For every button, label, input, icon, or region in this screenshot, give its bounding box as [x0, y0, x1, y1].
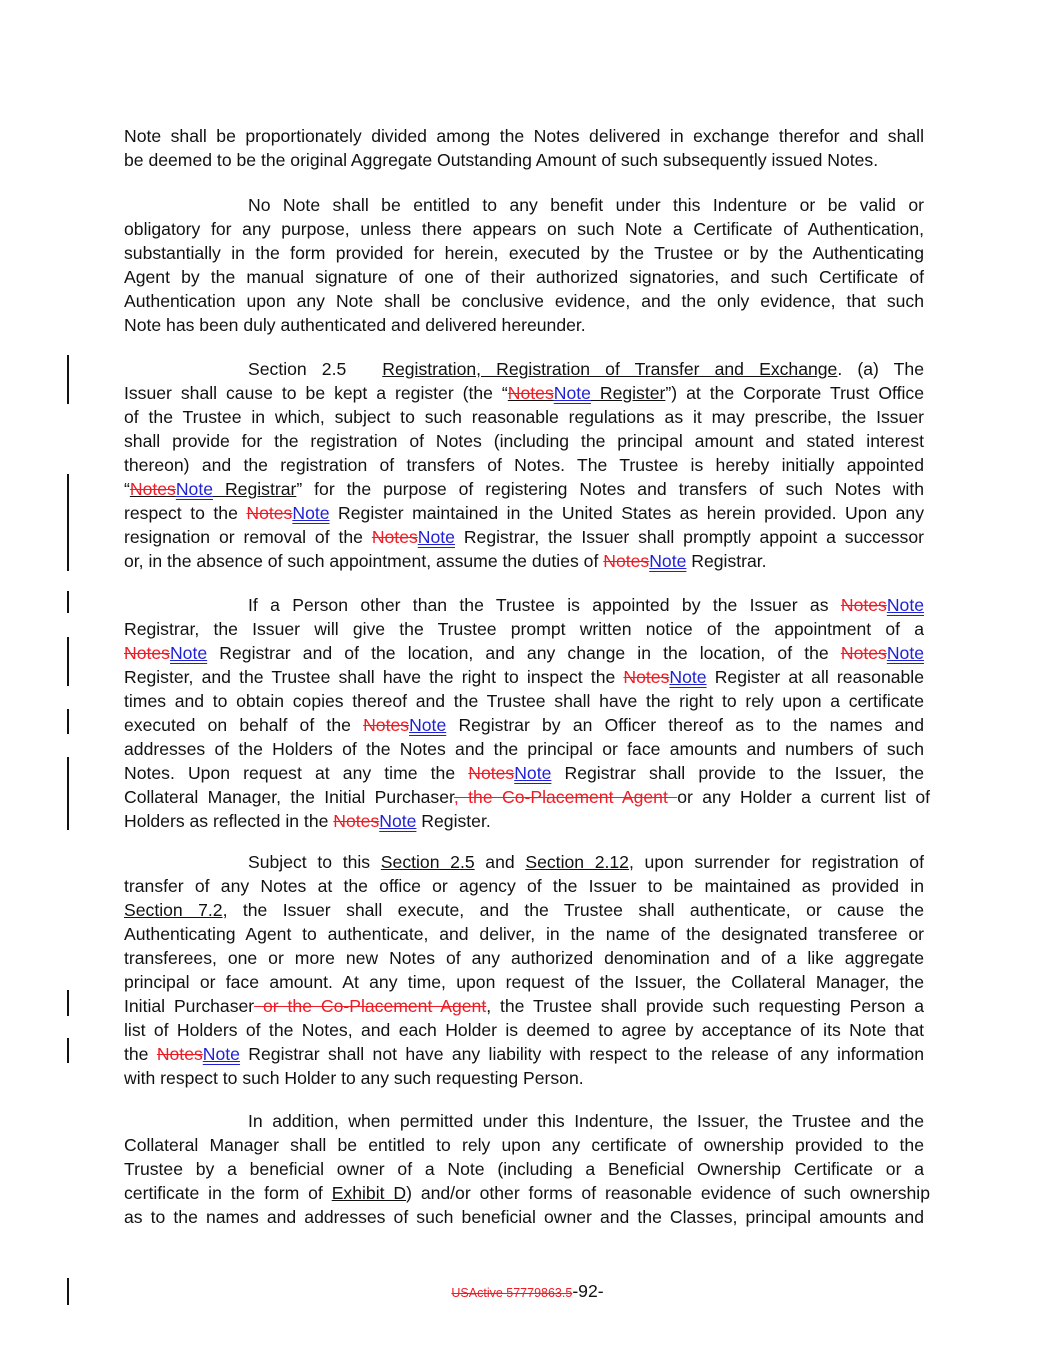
text-line: Collateral Manager shall be entitled to rely upon any certificate of ownership provided to the	[124, 1135, 924, 1155]
text-span: “	[124, 479, 130, 499]
deleted-text: Notes	[246, 503, 293, 523]
text-line	[124, 994, 924, 1018]
text-line: No Note shall be entitled to any benefit under this Indenture or be valid or	[248, 195, 924, 215]
text-line: addresses of the Holders of the Notes and the principal or face amounts and numbers of such	[124, 739, 924, 759]
text-line	[124, 593, 924, 617]
text-line: as to the names and addresses of such beneficial owner and the Classes, principal amounts and	[124, 1207, 924, 1227]
inserted-text: Note	[417, 527, 455, 547]
text-line: Agent by the manual signature of one of their authorized signatories, and such Certificate of	[124, 267, 924, 287]
cross-reference-link[interactable]: Section 7.2	[124, 900, 223, 920]
text-span: Notes. Upon request at any time the	[124, 763, 469, 783]
inserted-text: Note	[669, 667, 707, 687]
deleted-text: Notes	[623, 667, 670, 687]
text-span: resignation or removal of the	[124, 527, 372, 547]
text-line: In addition, when permitted under this Indenture, the Issuer, the Trustee and the	[248, 1111, 924, 1131]
text-span: the	[124, 1044, 157, 1064]
inserted-text: Note	[514, 763, 552, 783]
deleted-text: Notes	[363, 715, 410, 735]
text-span: executed on behalf of the	[124, 715, 364, 735]
text-span: . (a) The	[837, 359, 924, 379]
text-line: obligatory for any purpose, unless there appears on such Note a Certificate of Authentication,	[124, 219, 924, 239]
inserted-text: Note	[553, 383, 591, 403]
inserted-text: Note	[292, 503, 330, 523]
deleted-text: Notes	[156, 1044, 203, 1064]
inserted-text: Note	[379, 811, 417, 831]
document-id: USActive 57779863.5	[451, 1286, 573, 1300]
text-span: Initial Purchaser	[124, 996, 255, 1016]
section-number: Section 2.5	[248, 359, 347, 379]
text-span: , upon surrender for registration of	[628, 852, 924, 872]
text-span: Issuer shall cause to be kept a register (the “	[124, 383, 508, 403]
text-line	[124, 501, 924, 525]
change-bar	[67, 591, 69, 613]
text-line: be deemed to be the original Aggregate Outstanding Amount of such subsequently issued Notes.	[124, 150, 879, 170]
text-span: Registrar shall provide to the Issuer, the	[551, 763, 924, 783]
text-span: Registrar.	[686, 551, 767, 571]
text-line	[124, 785, 930, 809]
text-span: Registrar shall not have any liability with respect to the release of any information	[239, 1044, 924, 1064]
text-span: and	[474, 852, 526, 872]
change-bar	[67, 757, 69, 830]
text-line: Note has been duly authenticated and delivered hereunder.	[124, 315, 586, 335]
text-line	[124, 898, 924, 922]
text-span: , the Trustee shall provide such requesting Person a	[486, 996, 924, 1016]
inserted-text: Note	[886, 643, 924, 663]
text-line: times and to obtain copies thereof and the Trustee shall have the right to rely upon a certificate	[124, 691, 924, 711]
exhibit-reference-link[interactable]: Exhibit D	[331, 1183, 407, 1203]
text-span: , the Issuer shall execute, and the Trustee shall authenticate, or cause the	[222, 900, 924, 920]
text-span: Register maintained in the United States as herein provided. Upon any	[329, 503, 924, 523]
deleted-text: , the Co-Placement Agent	[453, 787, 678, 807]
text-line	[124, 761, 924, 785]
page-number: -92-	[572, 1281, 604, 1301]
text-span: Registrar by an Officer thereof as to the names and	[446, 715, 924, 735]
deleted-text: Notes	[124, 643, 170, 663]
text-line	[124, 549, 924, 573]
defined-term: Register	[590, 383, 666, 403]
text-line	[124, 357, 924, 381]
text-line: list of Holders of the Notes, and each Holder is deemed to agree by acceptance of its Note that	[124, 1020, 924, 1040]
inserted-text: Note	[886, 595, 924, 615]
text-line	[124, 641, 924, 665]
cross-reference-link[interactable]: Section 2.5	[380, 852, 475, 872]
text-span: or any Holder a current list of	[677, 787, 930, 807]
text-line: Note shall be proportionately divided among the Notes delivered in exchange therefor and shall	[124, 126, 924, 146]
text-line: Authenticating Agent to authenticate, and deliver, in the name of the designated transferee or	[124, 924, 924, 944]
text-span: ”) at the Corporate Trust Office	[665, 383, 924, 403]
text-line: substantially in the form provided for herein, executed by the Trustee or by the Authenticating	[124, 243, 924, 263]
change-bar	[67, 474, 69, 571]
text-line	[124, 477, 924, 501]
text-line	[124, 381, 924, 405]
deleted-text: Notes	[840, 643, 887, 663]
deleted-text: Notes	[840, 595, 887, 615]
text-span: ” for the purpose of registering Notes and transfers of such Notes with	[296, 479, 924, 499]
text-line: of the Trustee in which, subject to such reasonable regulations as it may prescribe, the Issuer	[124, 407, 924, 427]
text-line	[124, 525, 924, 549]
inserted-text: Note	[202, 1044, 240, 1064]
text-line: Authentication upon any Note shall be conclusive evidence, and the only evidence, that such	[124, 291, 924, 311]
text-line	[124, 1181, 930, 1205]
change-bar	[67, 709, 69, 734]
text-span: If a Person other than the Trustee is appointed by the Issuer as	[248, 595, 841, 615]
text-span: respect to the	[124, 503, 247, 523]
text-line	[124, 809, 924, 833]
text-line: thereon) and the registration of transfers of Notes. The Trustee is hereby initially appointed	[124, 455, 924, 475]
text-span: Register.	[416, 811, 491, 831]
text-line: Trustee by a beneficial owner of a Note (including a Beneficial Ownership Certificate or a	[124, 1159, 924, 1179]
text-line	[124, 665, 924, 689]
change-bar	[67, 1038, 69, 1063]
cross-reference-link[interactable]: Section 2.12	[525, 852, 629, 872]
text-span: Registrar, the Issuer shall promptly appoint a successor	[454, 527, 924, 547]
deleted-text: Notes	[507, 383, 554, 403]
text-line: transfer of any Notes at the office or agency of the Issuer to be maintained as provided in	[124, 876, 924, 896]
text-span: Holders as reflected in the	[124, 811, 334, 831]
text-span: Register at all reasonable	[706, 667, 924, 687]
inserted-text: Note	[175, 479, 213, 499]
text-span: ) and/or other forms of reasonable evidence of such ownership	[406, 1183, 930, 1203]
text-span: Registrar and of the location, and any change in the location, of the	[207, 643, 841, 663]
text-line	[124, 850, 924, 874]
inserted-text: Note	[649, 551, 687, 571]
page-footer	[0, 1279, 1055, 1305]
inserted-text: Note	[169, 643, 208, 663]
deleted-text: Notes	[468, 763, 515, 783]
change-bar	[67, 355, 69, 404]
text-span: Subject to this	[248, 852, 381, 872]
text-span: certificate in the form of	[124, 1183, 332, 1203]
inserted-text: Note	[409, 715, 447, 735]
defined-term: Registrar	[213, 479, 297, 499]
deleted-text: Notes	[603, 551, 650, 571]
deleted-text: or the Co-Placement Agent	[254, 996, 487, 1016]
text-line: shall provide for the registration of Notes (including the principal amount and stated interest	[124, 431, 924, 451]
deleted-text: Notes	[371, 527, 418, 547]
text-line	[124, 713, 924, 737]
text-line: principal or face amount. At any time, upon request of the Issuer, the Collateral Manager, the	[124, 972, 924, 992]
text-span: Register, and the Trustee shall have the right to inspect the	[124, 667, 624, 687]
deleted-text: Notes	[333, 811, 380, 831]
text-span: or, in the absence of such appointment, assume the duties of	[124, 551, 604, 571]
section-heading: Registration, Registration of Transfer and Exchange	[382, 359, 838, 379]
text-line: with respect to such Holder to any such requesting Person.	[124, 1068, 584, 1088]
deleted-text: Notes	[129, 479, 176, 499]
text-span: Collateral Manager, the Initial Purchaser	[124, 787, 454, 807]
change-bar	[67, 637, 69, 686]
change-bar	[67, 990, 69, 1016]
text-line: transferees, one or more new Notes of any authorized denomination and of a like aggregate	[124, 948, 924, 968]
text-line: Registrar, the Issuer will give the Trustee prompt written notice of the appointment of a	[124, 619, 924, 639]
text-line	[124, 1042, 924, 1066]
